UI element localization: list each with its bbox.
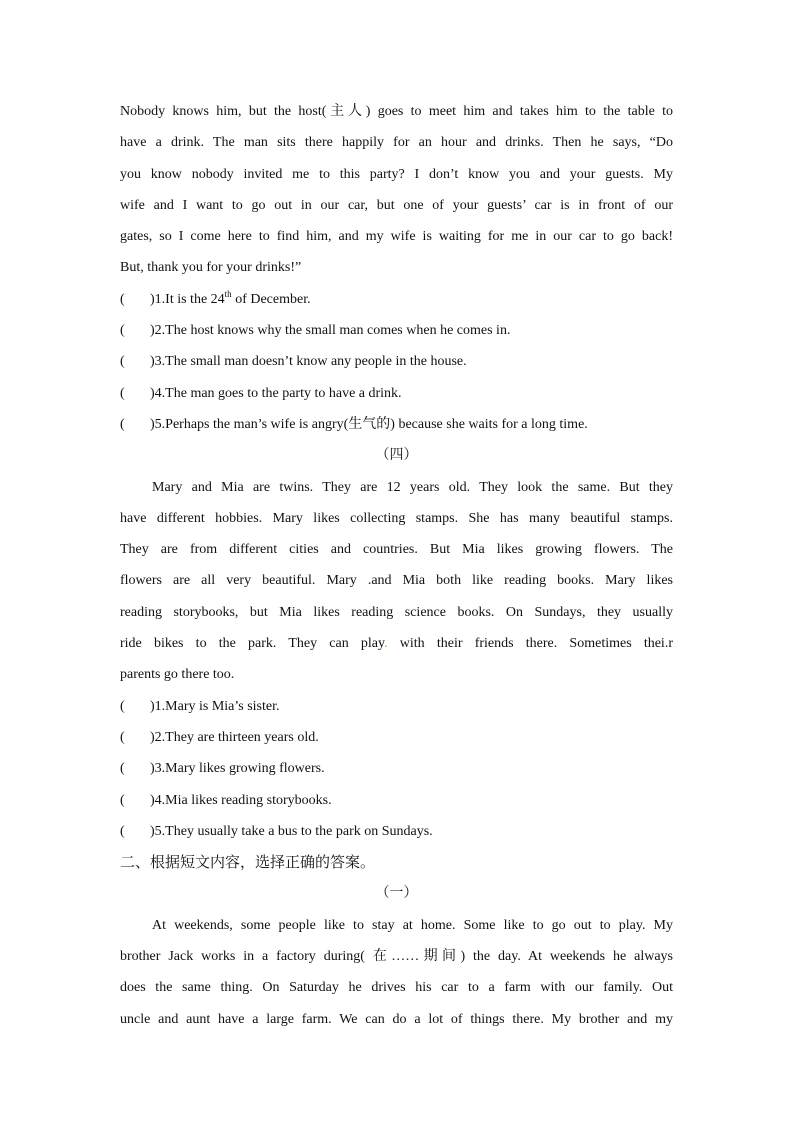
answer-blank-close: ) [150,354,155,370]
passage-title: （一） [375,886,418,902]
answer-blank[interactable]: ( [120,385,125,401]
passage-line: reading storybooks, but Mia likes reading science books. On Sundays, they usually [120,604,673,620]
passage-line: have different hobbies. Mary likes collecting stamps. She has many beautiful stamps. [120,510,673,526]
question-item [120,378,673,409]
question-item [120,753,673,784]
question-item [120,346,673,377]
answer-blank-close: ) [150,823,155,839]
stray-mark: . [384,636,388,652]
passage-line: Mary and Mia are twins. They are 12 years old. They look the same. But they [152,479,673,495]
question-item [120,409,673,440]
answer-blank[interactable]: ( [120,761,125,777]
question-item [120,315,673,346]
question-text: 3.The small man doesn’t know any people in the house. [154,354,467,370]
question-text: 1.It is the 24th of December. [154,288,311,307]
question-text: 1.Mary is Mia’s sister. [154,698,280,714]
question-item [120,816,673,847]
passage-line: brother Jack works in a factory during( 在……期间) the day. At weekends he always [120,949,673,965]
question-text: 4.Mia likes reading storybooks. [154,792,332,808]
answer-blank-close: ) [150,323,155,339]
passage-line: They are from different cities and countries. But Mia likes growing flowers. The [120,542,673,558]
passage-line: But, thank you for your drinks!” [120,260,302,276]
answer-blank[interactable]: ( [120,354,125,370]
passage-line: ride bikes to the park. They can play. with their friends there. Sometimes thei.r [120,636,673,652]
answer-blank-close: ) [150,698,155,714]
question-item [120,691,673,722]
answer-blank[interactable]: ( [120,823,125,839]
passage-line: At weekends, some people like to stay at home. Some like to go out to play. My [152,917,673,933]
answer-blank[interactable]: ( [120,291,125,307]
answer-blank-close: ) [150,416,155,432]
passage-line: gates, so I come here to find him, and my wife is waiting for me in our car to go back! [120,229,673,245]
passage-line: have a drink. The man sits there happily for an hour and drinks. Then he says, “Do [120,135,673,151]
question-text: 5.Perhaps the man’s wife is angry(生气的) because she waits for a long time. [154,416,588,432]
passage-line: uncle and aunt have a large farm. We can do a lot of things there. My brother and my [120,1011,673,1027]
answer-blank[interactable]: ( [120,323,125,339]
superscript: th [224,288,232,299]
question-text: 5.They usually take a bus to the park on Sundays. [154,823,433,839]
answer-blank[interactable]: ( [120,792,125,808]
answer-blank[interactable]: ( [120,416,125,432]
worksheet-page [120,96,673,1035]
passage-line: parents go there too. [120,667,235,683]
question-item [120,722,673,753]
passage-line: you know nobody invited me to this party? I don’t know you and your guests. My [120,166,673,182]
answer-blank-close: ) [150,291,155,307]
passage-3 [120,96,673,440]
question-text: 3.Mary likes growing flowers. [154,761,325,777]
answer-blank-close: ) [150,385,155,401]
answer-blank-close: ) [150,792,155,808]
question-text: 4.The man goes to the party to have a drink. [154,385,402,401]
answer-blank[interactable]: ( [120,729,125,745]
answer-blank[interactable]: ( [120,698,125,714]
passage-line: Nobody knows him, but the host(主人) goes to meet him and takes him to the table to [120,104,673,119]
passage-line: wife and I want to go out in our car, but one of your guests’ car is in front of our [120,197,673,213]
passage-line: does the same thing. On Saturday he drives his car to a farm with our family. Out [120,980,673,996]
question-text: 2.They are thirteen years old. [154,729,319,745]
passage-title: （四） [375,448,418,464]
question-item [120,785,673,816]
section-2 [120,847,673,1035]
question-item [120,284,673,315]
passage-line: flowers are all very beautiful. Mary .and Mia both like reading books. Mary likes [120,573,673,589]
question-text: 2.The host knows why the small man comes when he comes in. [154,323,511,339]
answer-blank-close: ) [150,761,155,777]
answer-blank-close: ) [150,729,155,745]
section-heading: 二、根据短文内容，选择正确的答案。 [120,853,376,872]
passage-4 [120,440,673,847]
